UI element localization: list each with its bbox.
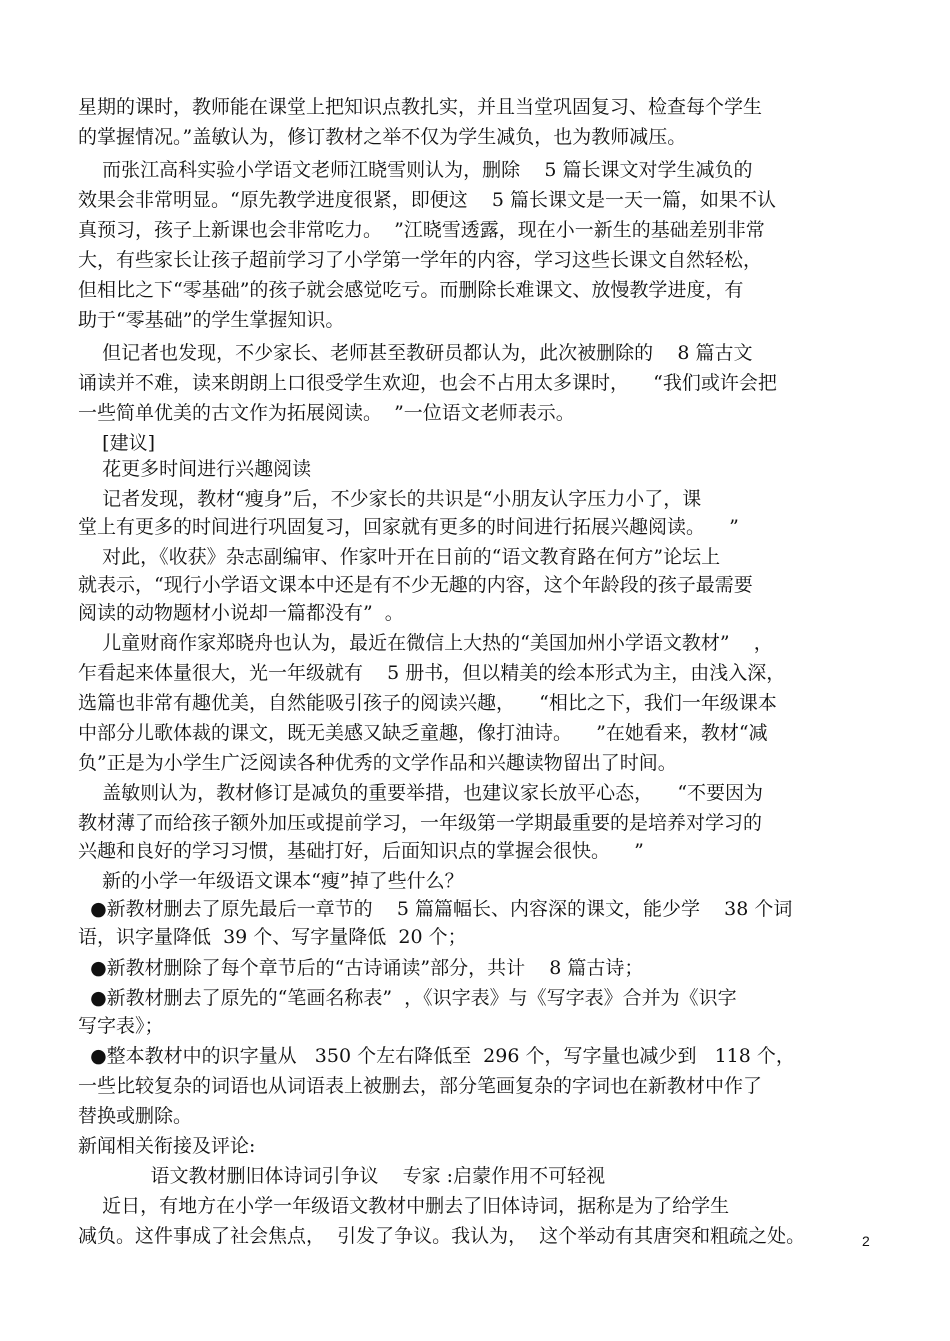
text-line: 就表示，“现行小学语文课本中还是有不少无趣的内容，这个年龄段的孩子最需要 — [78, 574, 753, 596]
text-line: 诵读并不难，读来朗朗上口很受学生欢迎，也会不占用太多课时， “我们或许会把 — [78, 372, 777, 394]
text-line: 语，识字量降低 39 个、写字量降低 20 个； — [78, 926, 467, 948]
text-line: 近日，有地方在小学一年级语文教材中删去了旧体诗词，据称是为了给学生 — [78, 1195, 730, 1217]
text-line: 效果会非常明显。“原先教学进度很紧，即便这 5 篇长课文是一天一篇，如果不认 — [78, 189, 777, 211]
text-line: ●新教材删去了原先最后一章节的 5 篇篇幅长、内容深的课文，能少学 38 个词 — [78, 898, 793, 920]
page-number: 2 — [862, 1233, 870, 1249]
text-line: 花更多时间进行兴趣阅读 — [78, 458, 312, 480]
text-line: 教材薄了而给孩子额外加压或提前学习，一年级第一学期最重要的是培养对学习的 — [78, 812, 763, 834]
text-line: 选篇也非常有趣优美，自然能吸引孩子的阅读兴趣， “相比之下，我们一年级课本 — [78, 692, 777, 714]
text-line: 乍看起来体量很大，光一年级就有 5 册书，但以精美的绘本形式为主，由浅入深， — [78, 662, 786, 684]
text-line: 大，有些家长让孩子超前学习了小学第一学年的内容，学习这些长课文自然轻松， — [78, 249, 763, 271]
text-line: 一些比较复杂的词语也从词语表上被删去，部分笔画复杂的字词也在新教材中作了 — [78, 1075, 763, 1097]
text-line: 中部分儿歌体裁的课文，既无美感又缺乏童趣，像打油诗。 ”在她看来，教材“减 — [78, 722, 768, 744]
text-line: 替换或删除。 — [78, 1105, 193, 1127]
text-line: ●整本教材中的识字量从 350 个左右降低至 296 个，写字量也减少到 118 个， — [78, 1045, 795, 1067]
text-line: 负”正是为小学生广泛阅读各种优秀的文学作品和兴趣读物留出了时间。 — [78, 752, 677, 774]
text-line: 儿童财商作家郑晓舟也认为，最近在微信上大热的“美国加州小学语文教材” ， — [78, 632, 773, 654]
text-line: [建议] — [78, 432, 155, 454]
text-line: 堂上有更多的时间进行巩固复习，回家就有更多的时间进行拓展兴趣阅读。 ” — [78, 516, 739, 538]
text-line: 但相比之下“零基础”的孩子就会感觉吃亏。而删除长难课文、放慢教学进度，有 — [78, 279, 744, 301]
text-line: 真预习，孩子上新课也会非常吃力。 ”江晓雪透露，现在小一新生的基础差别非常 — [78, 219, 765, 241]
text-line: 助于“零基础”的学生掌握知识。 — [78, 309, 345, 331]
text-line: ●新教材删去了原先的“笔画名称表” ，《识字表》与《写字表》合并为《识字 — [78, 987, 737, 1009]
text-line: 兴趣和良好的学习习惯，基础打好，后面知识点的掌握会很快。 ” — [78, 840, 644, 862]
text-line: 但记者也发现，不少家长、老师甚至教研员都认为，此次被删除的 8 篇古文 — [78, 342, 753, 364]
text-line: 记者发现，教材“瘦身”后，不少家长的共识是“小朋友认字压力小了，课 — [78, 488, 702, 510]
text-line: 阅读的动物题材小说却一篇都没有” 。 — [78, 602, 404, 624]
text-line: 而张江高科实验小学语文老师江晓雪则认为，删除 5 篇长课文对学生减负的 — [78, 159, 753, 181]
text-line: 新的小学一年级语文课本“瘦”掉了些什么？ — [78, 870, 464, 892]
text-line: 写字表》； — [78, 1015, 164, 1037]
text-line: 一些简单优美的古文作为拓展阅读。 ”一位语文老师表示。 — [78, 402, 575, 424]
text-line: 的掌握情况。”盖敏认为，修订教材之举不仅为学生减负，也为教师减压。 — [78, 126, 687, 148]
text-line: 对此，《收获》杂志副编审、作家叶开在日前的“语文教育路在何方”论坛上 — [78, 546, 721, 568]
text-line: 星期的课时，教师能在课堂上把知识点教扎实，并且当堂巩固复习、检查每个学生 — [78, 96, 763, 118]
text-line: 盖敏则认为，教材修订是减负的重要举措，也建议家长放平心态， “不要因为 — [78, 782, 764, 804]
text-line: 减负。这件事成了社会焦点， 引发了争议。我认为， 这个举动有其唐突和粗疏之处。 — [78, 1225, 806, 1247]
text-line: ●新教材删除了每个章节后的“古诗诵读”部分，共计 8 篇古诗； — [78, 957, 644, 979]
text-line: 语文教材删旧体诗词引争议 专家 :启蒙作用不可轻视 — [78, 1165, 606, 1187]
text-line: 新闻相关衔接及评论: — [78, 1135, 256, 1157]
